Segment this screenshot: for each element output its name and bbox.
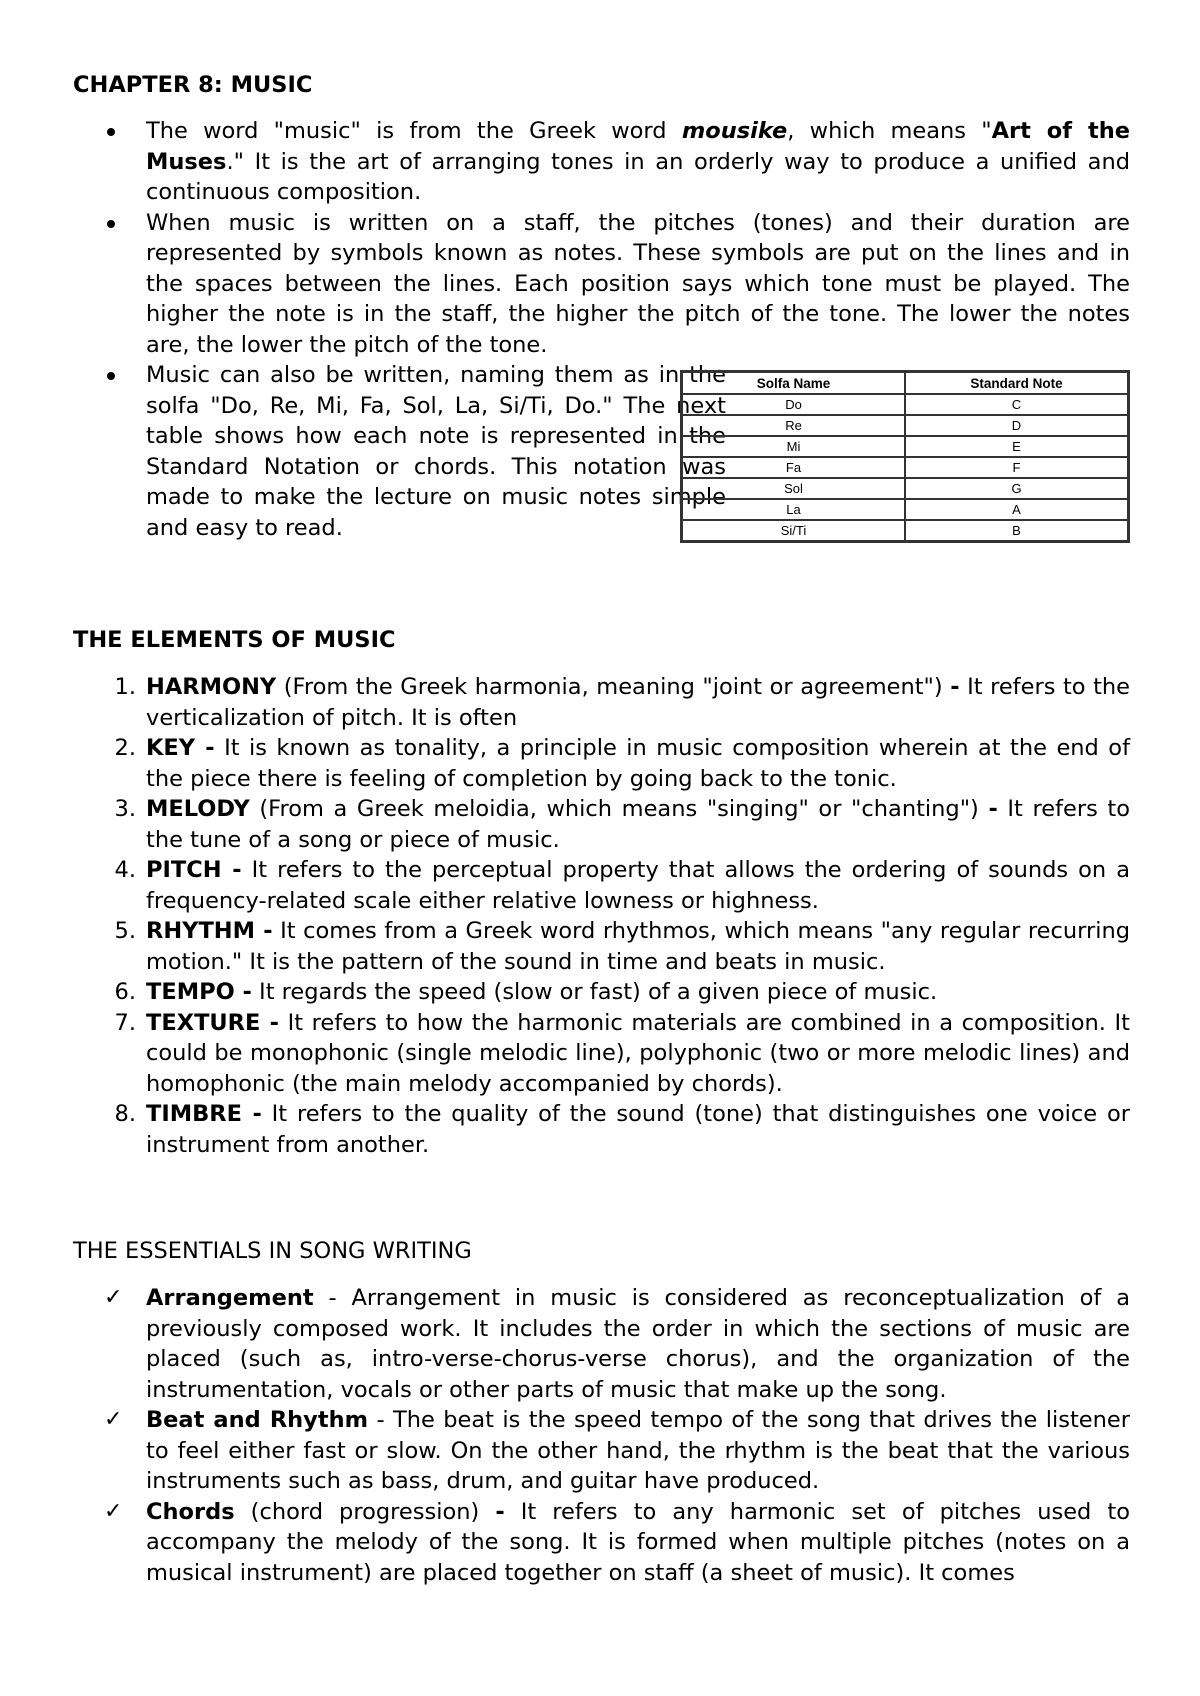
column-header: Standard Note (905, 372, 1129, 395)
solfa-table (680, 370, 1130, 543)
element-text: RHYTHM - It comes from a Greek word rhythmos, which means "any regular recurring motion." It is the pattern of the sound in time and beats in music. (146, 918, 1130, 975)
element-item (73, 672, 1130, 733)
item-number: 5. (114, 918, 136, 944)
table-header-row (682, 372, 1129, 395)
essential-text: Beat and Rhythm - The beat is the speed tempo of the song that drives the listener to feel either fast or slow. On the other hand, the rhythm is the beat that the various instruments such as bass, drum, and guitar have produced. (146, 1407, 1130, 1494)
solfa-cell: Si/Ti (682, 520, 906, 542)
item-number: 6. (114, 979, 136, 1005)
element-item (73, 977, 1130, 1008)
table-row (682, 478, 1129, 499)
element-item (73, 1099, 1130, 1160)
elements-list (73, 672, 1130, 1160)
note-cell: E (905, 436, 1129, 457)
element-text: TIMBRE - It refers to the quality of the sound (tone) that distinguishes one voice or instrument from another. (146, 1101, 1130, 1158)
table-row (682, 499, 1129, 520)
table-row (682, 520, 1129, 542)
item-number: 4. (114, 857, 136, 883)
element-text: HARMONY (From the Greek harmonia, meaning "joint or agreement") - It refers to the verticalization of pitch. It is often (146, 674, 1131, 731)
bullet-icon (107, 220, 115, 228)
column-header: Solfa Name (682, 372, 906, 395)
element-item (73, 916, 1130, 977)
note-cell: G (905, 478, 1129, 499)
essentials-list (73, 1283, 1130, 1588)
intro-text: Music can also be written, naming them as in the solfa "Do, Re, Mi, Fa, Sol, La, Si/Ti, Do." The next table shows how each note is represented in the Standard Notation or chords. This notation was made to make the lecture on music notes simple and easy to read. (146, 362, 726, 541)
intro-item-2 (73, 208, 1130, 361)
solfa-cell: Sol (682, 478, 906, 499)
solfa-cell: Do (682, 394, 906, 415)
checkmark-icon: ✓ (104, 1498, 123, 1524)
essential-text: Chords (chord progression) - It refers to any harmonic set of pitches used to accompany the melody of the song. It is formed when multiple pitches (notes on a musical instrument) are placed together on staff (a sheet of music). It comes (146, 1498, 1130, 1586)
element-item (73, 1008, 1130, 1100)
item-number: 7. (114, 1009, 136, 1036)
solfa-cell: Mi (682, 436, 906, 457)
elements-title: THE ELEMENTS OF MUSIC (73, 627, 396, 653)
table-row (682, 457, 1129, 478)
intro-text: The word "music" is from the Greek word mousike, which means "Art of the Muses." It is the art of arranging tones in an orderly way to produce a unified and continuous composition. (146, 118, 1130, 205)
essential-text: Arrangement - Arrangement in music is considered as reconceptualization of a previously composed work. It includes the order in which the sections of music are placed (such as, intro-verse-chorus-verse chorus), and the organization of the instrumentation, vocals or other parts of music that make up the song. (146, 1285, 1130, 1403)
note-cell: C (905, 394, 1129, 415)
intro-text: When music is written on a staff, the pitches (tones) and their duration are represented by symbols known as notes. These symbols are put on the lines and in the spaces between the lines. Each position says which tone must be played. The higher the note is in the staff, the higher the pitch of the tone. The lower the notes are, the lower the pitch of the tone. (146, 209, 1130, 358)
checkmark-icon: ✓ (104, 1285, 123, 1310)
essential-item (73, 1497, 1130, 1589)
table-row (682, 394, 1129, 415)
solfa-cell: Fa (682, 457, 906, 478)
bullet-icon (107, 372, 115, 380)
item-number: 1. (114, 674, 136, 700)
chapter-title: CHAPTER 8: MUSIC (73, 72, 313, 98)
element-text: TEXTURE - It refers to how the harmonic materials are combined in a composition. It could be monophonic (single melodic line), polyphonic (two or more melodic lines) and homophonic (the main melody accompanied by chords). (146, 1009, 1130, 1097)
bullet-icon (107, 128, 115, 136)
element-item (73, 855, 1130, 916)
table-row (682, 436, 1129, 457)
element-item (73, 794, 1130, 855)
note-cell: F (905, 457, 1129, 478)
solfa-cell: Re (682, 415, 906, 436)
element-text: MELODY (From a Greek meloidia, which means "singing" or "chanting") - It refers to the tune of a song or piece of music. (146, 796, 1130, 853)
essential-item (73, 1283, 1130, 1405)
item-number: 3. (114, 796, 136, 822)
note-cell: A (905, 499, 1129, 520)
essentials-title: THE ESSENTIALS IN SONG WRITING (73, 1238, 472, 1264)
table-row (682, 415, 1129, 436)
intro-item-3 (73, 360, 726, 543)
element-item (73, 733, 1130, 794)
note-cell: D (905, 415, 1129, 436)
element-text: PITCH - It refers to the perceptual property that allows the ordering of sounds on a frequency-related scale either relative lowness or highness. (146, 857, 1130, 914)
checkmark-icon: ✓ (104, 1407, 123, 1432)
note-cell: B (905, 520, 1129, 542)
essential-item (73, 1405, 1130, 1497)
element-text: TEMPO - It regards the speed (slow or fast) of a given piece of music. (146, 979, 938, 1005)
intro-item-1 (73, 116, 1130, 208)
solfa-cell: La (682, 499, 906, 520)
item-number: 8. (114, 1101, 136, 1127)
item-number: 2. (114, 735, 136, 761)
element-text: KEY - It is known as tonality, a principle in music composition wherein at the end of the piece there is feeling of completion by going back to the tonic. (146, 735, 1130, 792)
